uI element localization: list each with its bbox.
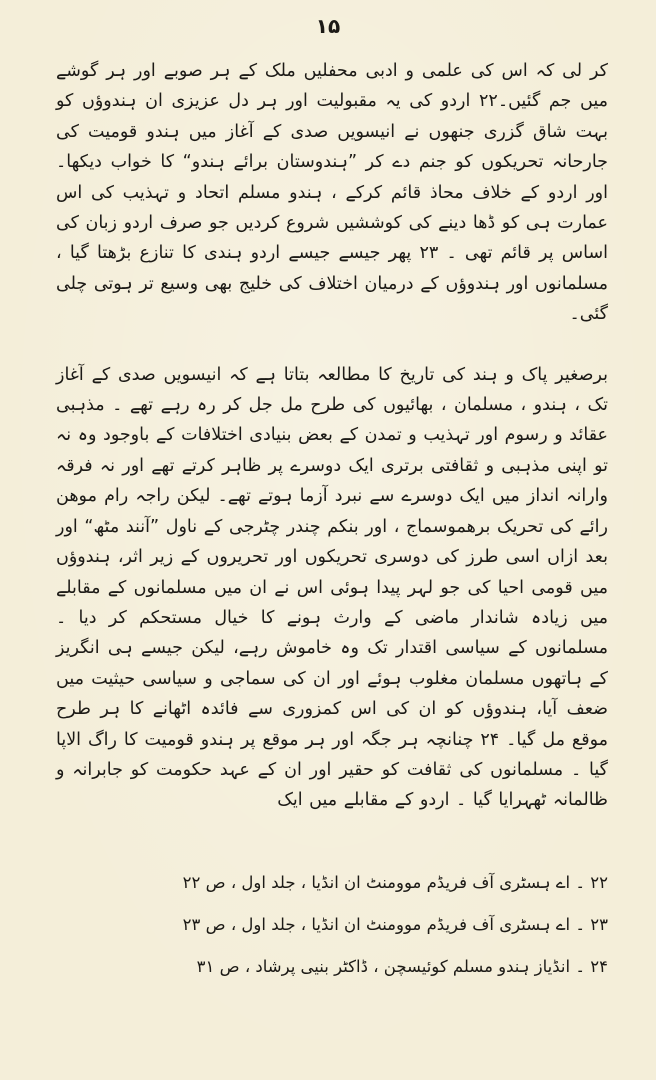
footnote-24: ۲۴ ۔ انڈیاز ہندو مسلم کوئیسچن ، ڈاکٹر بنیی پرشاد ، ص ۳۱ — [196, 957, 608, 976]
page-number: ۱۵ — [315, 14, 341, 38]
footnotes — [120, 862, 608, 988]
footnote-22: ۲۲ ۔ اے ہسٹری آف فریڈم موومنٹ ان انڈیا ، جلد اول ، ص ۲۲ — [182, 873, 608, 892]
paragraph-1: کر لی کہ اس کی علمی و ادبی محفلیں ملک کے ہر صوبے اور ہر گوشے میں جم گئیں۔۲۲ اردو کی یہ مقبولیت اور ہر دل عزیزی ان ہندوؤں کو بہت شاق گزری جنھوں نے انیسویں صدی کے آغاز میں ہندو قومیت کی جارحانہ تحریکوں کو جنم دے کر ”ہندوستان برائے ہندو“ کا خواب دیکھا۔ اور اردو کے خلاف محاذ قائم کرکے ، ہندو مسلم اتحاد و تہذیب کی اس عمارت ہی کو ڈھا دینے کی کوششیں شروع کردیں جو صرف اردو زبان کی اساس پر قائم تھی ۔ ۲۳ پھر جیسے جیسے اردو ہندی کا تنازع بڑھتا گیا ، مسلمانوں اور ہندوؤں کے درمیان اختلاف کی خلیج بھی وسیع تر ہوتی چلی گئی۔ — [56, 61, 608, 325]
footnote-23: ۲۳ ۔ اے ہسٹری آف فریڈم موومنٹ ان انڈیا ، جلد اول ، ص ۲۳ — [182, 915, 608, 934]
body-text — [56, 56, 608, 816]
paragraph-2: برصغیر پاک و ہند کی تاریخ کا مطالعہ بتاتا ہے کہ انیسویں صدی کے آغاز تک ، ہندو ، مسلمان ، بھائیوں کی طرح مل جل کر رہ رہے تھے ۔ مذہبی عقائد و رسوم اور تہذیب و تمدن کے بعض بنیادی اختلافات کے باوجود وہ نہ تو اپنی مذہبی و ثقافتی برتری ایک دوسرے پر ظاہر کرتے تھے اور نہ فرقہ وارانہ انداز میں ایک دوسرے سے نبرد آزما ہوتے تھے۔ لیکن راجہ رام موھن رائے کی تحریک برھموسماج ، اور بنکم چندر چٹرجی کے ناول ”آنند مٹھ“ اور بعد ازاں اسی طرز کی دوسری تحریکوں اور تحریروں کے زیر اثر، ہندوؤں میں قومی احیا کی جو لہر پیدا ہوئی اس نے ان میں مسلمانوں کے مقابلے میں زیادہ شاندار ماضی کے وارث ہونے کا خیال مستحکم کر دیا ۔ مسلمانوں کے سیاسی اقتدار تک وہ خاموش رہے، لیکن جیسے ہی انگریز کے ہاتھوں مسلمان مغلوب ہوئے اور ان کی سماجی و سیاسی حیثیت میں ضعف آیا، ہندوؤں کو ان کی اس کمزوری سے فائدہ اٹھانے کا ہر طرح موقع مل گیا۔ ۲۴ چنانچہ ہر جگہ اور ہر موقع پر ہندو قومیت کا راگ الاپا گیا ۔ مسلمانوں کی ثقافت کو حقیر اور ان کے عہد حکومت کو جابرانہ و ظالمانہ ٹھہرایا گیا ۔ اردو کے مقابلے میں ایک — [56, 364, 608, 811]
